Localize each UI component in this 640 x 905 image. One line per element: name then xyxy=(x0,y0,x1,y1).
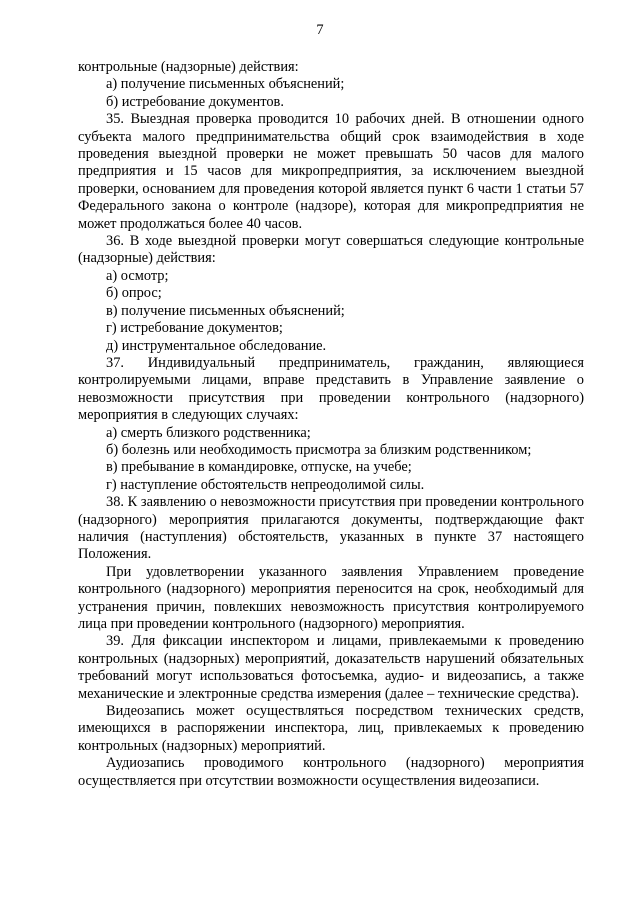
paragraph: контрольные (надзорные) действия: xyxy=(78,59,299,75)
paragraph: Видеозапись может осуществляться посредством технических средств, имеющихся в распоряжении инспектора, лиц, привлекаемых к проведению контрольных (надзорных) мероприятий. xyxy=(78,703,584,754)
list-item: б) опрос; xyxy=(106,285,162,302)
paragraph: Аудиозапись проводимого контрольного (надзорного) мероприятия осуществляется при отсутствии возможности осуществления видеозаписи. xyxy=(78,755,584,789)
list-item: г) наступление обстоятельств непреодолимой силы. xyxy=(106,476,425,493)
list-item: а) осмотр; xyxy=(106,267,169,284)
list-item: в) получение письменных объяснений; xyxy=(106,302,345,319)
paragraph: 38. К заявлению о невозможности присутствия при проведении контрольного (надзорного) мероприятия прилагаются документы, подтверждающие факт наличия (наступления) обстоятельств, указанных в пункте 37 настоящего Положения. xyxy=(78,494,584,563)
body-text xyxy=(78,59,584,790)
list-item: а) смерть близкого родственника; xyxy=(106,424,311,441)
list-item: б) болезнь или необходимость присмотра за близким родственником; xyxy=(106,441,532,458)
paragraph: При удовлетворении указанного заявления Управлением проведение контрольного (надзорного) мероприятия переносится на срок, необходимый для устранения причин, повлекших невозможность присутствия контролируемого лица при проведении контрольного (надзорного) мероприятия. xyxy=(78,563,584,632)
paragraph: 37. Индивидуальный предприниматель, гражданин, являющиеся контролируемыми лицами, вправе представить в Управление заявление о невозможности присутствия при проведении контрольного (надзорного) мероприятия в следующих случаях: xyxy=(78,354,584,424)
list-item: д) инструментальное обследование. xyxy=(106,337,327,354)
list-item: а) получение письменных объяснений; xyxy=(106,76,345,93)
list-item: б) истребование документов. xyxy=(106,93,284,110)
list-item: г) истребование документов; xyxy=(106,320,283,337)
paragraph: 35. Выездная проверка проводится 10 рабочих дней. В отношении одного субъекта малого предпринимательства общий срок взаимодействия в ходе проведения выездной проверки не может превышать 50 часов для малого предприятия и 15 часов для микропредприятия, за исключением выездной проверки, основанием для проведения которой является пункт 6 части 1 статьи 57 Федерального закона о контроле (надзоре), которая для микропредприятия не может продолжаться более 40 часов. xyxy=(78,111,584,232)
paragraph: 36. В ходе выездной проверки могут совершаться следующие контрольные (надзорные) действия: xyxy=(78,233,584,267)
paragraph: 39. Для фиксации инспектором и лицами, привлекаемыми к проведению контрольных (надзорных) мероприятий, доказательств нарушений обязательных требований могут использоваться фотосъемка, аудио- и видеозапись, а также механические и электронные средства измерения (далее – технические средства). xyxy=(78,633,584,702)
page-number: 7 xyxy=(316,22,324,38)
list-item: в) пребывание в командировке, отпуске, на учебе; xyxy=(106,459,412,476)
